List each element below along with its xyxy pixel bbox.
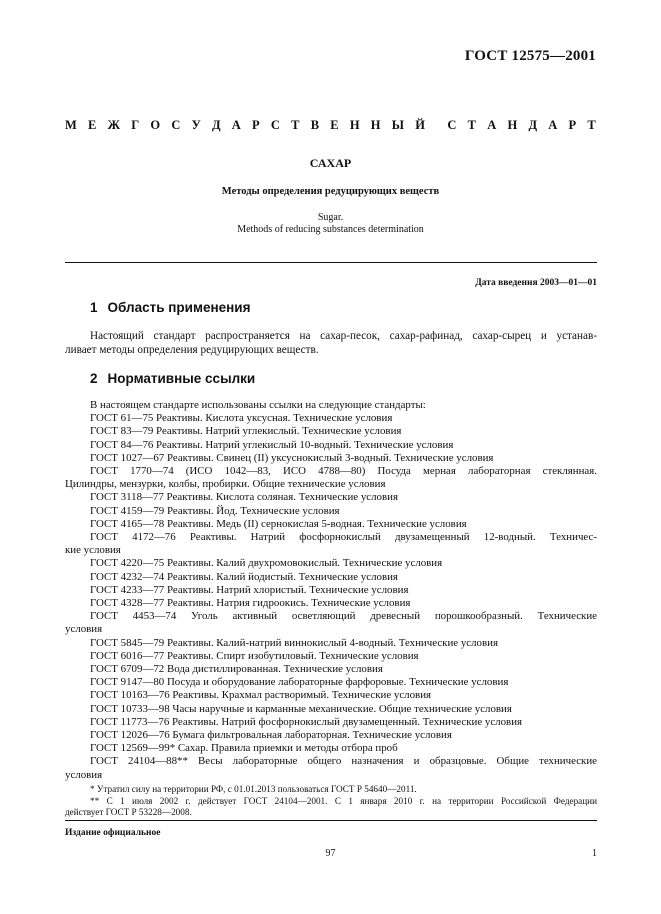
english-title: Sugar. — [317, 212, 344, 223]
section-title: Область применения — [107, 300, 251, 315]
reference-line: ГОСТ 4453—74 Уголь активный осветляющий древесный порошкообразный. Технические — [90, 610, 597, 623]
reference-line: ГОСТ 11773—76 Реактивы. Натрий фосфорнокислый двузамещенный. Технические условия — [90, 715, 523, 728]
footer-divider — [65, 820, 597, 821]
banner-letter: У — [191, 118, 201, 132]
reference-line: ГОСТ 12569—99* Сахар. Правила приемки и методы отбора проб — [90, 742, 398, 755]
banner-letter: М — [65, 118, 77, 132]
banner-letter: Р — [568, 118, 577, 132]
footnotes — [65, 784, 597, 819]
interstate-standard-banner — [65, 118, 596, 133]
banner-letter: Т — [291, 118, 300, 132]
reference-line: условия — [65, 623, 103, 636]
introduction-date: Дата введения 2003—01—01 — [475, 278, 597, 288]
banner-letter: Т — [587, 118, 596, 132]
banner-letter: В — [310, 118, 320, 132]
reference-line: ГОСТ 3118—77 Реактивы. Кислота соляная. Технические условия — [90, 491, 398, 504]
banner-letter: А — [487, 118, 497, 132]
banner-letter: Д — [528, 118, 538, 132]
official-edition-label: Издание официальное — [65, 828, 161, 838]
banner-letter: Н — [349, 118, 360, 132]
reference-line: ГОСТ 83—79 Реактивы. Натрий углекислый. Технические условия — [90, 425, 402, 438]
reference-line: ГОСТ 6709—72 Вода дистиллированная. Технические условия — [90, 663, 383, 676]
banner-letter: Д — [211, 118, 221, 132]
section-title: Нормативные ссылки — [107, 371, 256, 386]
banner-letter: О — [150, 118, 161, 132]
banner-letter: Н — [507, 118, 518, 132]
banner-letter: А — [231, 118, 241, 132]
section-heading-references — [90, 371, 255, 386]
document-title: САХАР — [309, 156, 352, 170]
reference-line: ГОСТ 10163—76 Реактивы. Крахмал растворимый. Технические условия — [90, 689, 432, 702]
sheet-number: 1 — [592, 848, 597, 859]
banner-letter: С — [171, 118, 181, 132]
footnote-1: * Утратил силу на территории РФ, с 01.01.2013 пользоваться ГОСТ Р 54640—2011. — [90, 784, 417, 794]
banner-letter: Р — [252, 118, 260, 132]
english-subtitle: Methods of reducing substances determination — [237, 224, 424, 235]
banner-letter: Ы — [391, 118, 405, 132]
reference-line: ГОСТ 4233—77 Реактивы. Натрий хлористый. Технические условия — [90, 583, 409, 596]
reference-line: условия — [65, 768, 103, 781]
banner-letter: А — [548, 118, 558, 132]
reference-line: ГОСТ 12026—76 Бумага фильтровальная лабораторная. Технические условия — [90, 729, 452, 742]
reference-line: ГОСТ 1770—74 (ИСО 1042—83, ИСО 4788—80) Посуда мерная лабораторная стеклянная. — [90, 465, 597, 478]
banner-letter: Й — [415, 118, 425, 132]
reference-line: ГОСТ 9147—80 Посуда и оборудование лабораторные фарфоровые. Технические условия — [90, 676, 509, 689]
reference-line: ГОСТ 4220—75 Реактивы. Калий двухромовокислый. Технические условия — [90, 557, 443, 570]
reference-line: ГОСТ 61—75 Реактивы. Кислота уксусная. Технические условия — [90, 412, 393, 425]
banner-letter: Н — [370, 118, 381, 132]
section-number: 1 — [90, 300, 98, 315]
reference-line: ГОСТ 10733—98 Часы наручные и карманные механические. Общие технические условия — [90, 702, 512, 715]
reference-line: ГОСТ 24104—88** Весы лабораторные общего назначения и образцовые. Общие технические — [90, 755, 597, 768]
reference-line: ГОСТ 5845—79 Реактивы. Калий-натрий виннокислый 4-водный. Технические условия — [90, 636, 498, 649]
standard-number: ГОСТ 12575—2001 — [464, 48, 596, 64]
reference-line: ГОСТ 84—76 Реактивы. Натрий углекислый 10-водный. Технические условия — [90, 438, 454, 451]
paragraph-line: Настоящий стандарт распространяется на сахар-песок, сахар-рафинад, сахар-сырец и устанав- — [90, 330, 597, 342]
section-heading-scope — [90, 300, 250, 315]
header-divider — [65, 262, 597, 263]
reference-line: ГОСТ 4172—76 Реактивы. Натрий фосфорнокислый двузамещенный 12-водный. Техничес- — [90, 531, 597, 544]
banner-letter: С — [270, 118, 280, 132]
paragraph-line: ливает методы определения редуцирующих веществ. — [65, 343, 319, 356]
scope-paragraph — [65, 330, 597, 358]
document-subtitle: Методы определения редуцирующих веществ — [221, 186, 440, 197]
reference-line: ГОСТ 4328—77 Реактивы. Натрия гидроокись. Технические условия — [90, 597, 411, 610]
references-list — [65, 399, 597, 782]
reference-line: ГОСТ 4232—74 Реактивы. Калий йодистый. Технические условия — [90, 570, 398, 583]
banner-letter: Е — [330, 118, 339, 132]
reference-line: Цилиндры, мензурки, колбы, пробирки. Общие технические условия — [65, 478, 386, 491]
section-number: 2 — [90, 371, 98, 386]
reference-line: ГОСТ 6016—77 Реактивы. Спирт изобутиловый. Технические условия — [90, 649, 419, 662]
reference-line: ГОСТ 1027—67 Реактивы. Свинец (II) уксуснокислый 3-водный. Технические условия — [90, 451, 494, 464]
reference-line: В настоящем стандарте использованы ссылки на следующие стандарты: — [90, 399, 426, 411]
reference-line: кие условия — [65, 544, 121, 557]
footnote-2-line: действует ГОСТ Р 53228—2008. — [65, 807, 192, 817]
banner-letter: Ж — [107, 118, 120, 132]
banner-letter: С — [447, 118, 457, 132]
banner-letter: Г — [131, 118, 140, 132]
page-number: 97 — [325, 848, 336, 859]
banner-letter: Т — [467, 118, 477, 132]
footnote-2-line: ** С 1 июля 2002 г. действует ГОСТ 24104—2001. С 1 января 2010 г. на территории Российской Федерации — [90, 795, 597, 806]
reference-line: ГОСТ 4165—78 Реактивы. Медь (II) сернокислая 5-водная. Технические условия — [90, 517, 467, 530]
banner-letter: Е — [88, 118, 97, 132]
reference-line: ГОСТ 4159—79 Реактивы. Йод. Технические условия — [90, 504, 340, 517]
